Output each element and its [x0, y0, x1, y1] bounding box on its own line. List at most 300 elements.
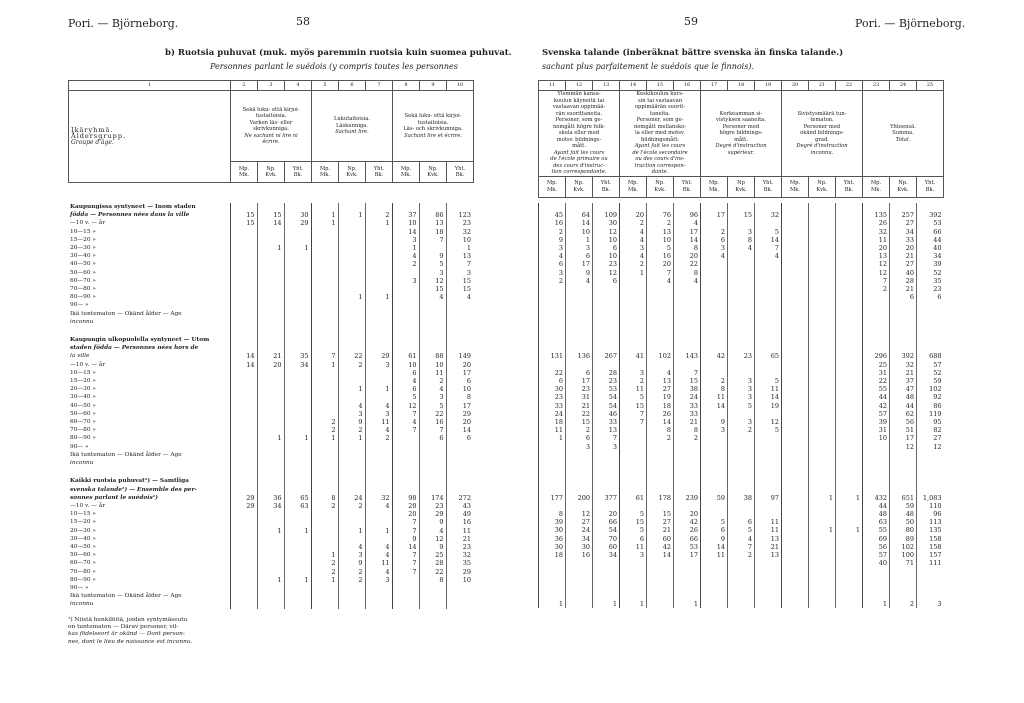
- subheader-line: Np.: [266, 165, 276, 172]
- g-line: okänd bildnings-: [800, 130, 844, 136]
- table-cell: [566, 285, 593, 293]
- table-row: [68, 510, 473, 518]
- table-cell: [446, 451, 473, 459]
- table-cell: [890, 326, 917, 336]
- table-cell: 5: [755, 228, 782, 236]
- table-cell: 24: [674, 393, 701, 401]
- table-cell: 8: [446, 393, 473, 401]
- table-cell: 22: [674, 260, 701, 268]
- table-cell: [446, 203, 473, 211]
- table-cell: [257, 385, 284, 393]
- table-cell: 20: [392, 510, 419, 518]
- table-cell: 41: [620, 352, 647, 360]
- table-cell: [365, 459, 392, 467]
- table-row: [539, 485, 944, 493]
- table-cell: 34: [593, 551, 620, 559]
- table-cell: [755, 600, 782, 608]
- table-cell: 44: [890, 402, 917, 410]
- table-cell: 20: [593, 510, 620, 518]
- table-cell: [257, 377, 284, 385]
- table-cell: 44: [863, 502, 890, 510]
- table-cell: [257, 535, 284, 543]
- table-cell: 4: [365, 543, 392, 551]
- table-cell: 3: [701, 426, 728, 434]
- table-cell: 7: [647, 269, 674, 277]
- table-cell: [755, 310, 782, 318]
- table-cell: [230, 518, 257, 526]
- table-cell: [836, 443, 863, 451]
- table-cell: 3: [566, 443, 593, 451]
- table-cell: 40: [890, 269, 917, 277]
- table-cell: [257, 310, 284, 318]
- table-cell: [446, 318, 473, 326]
- table-cell: 33: [890, 236, 917, 244]
- table-cell: 13: [647, 377, 674, 385]
- table-cell: 5: [755, 426, 782, 434]
- table-cell: [230, 244, 257, 252]
- right-colno: 20: [782, 81, 809, 91]
- row-label: 20—30 »: [70, 386, 96, 393]
- row-label: 15—20 »: [70, 236, 96, 243]
- table-cell: 11: [365, 418, 392, 426]
- table-cell: [284, 510, 311, 518]
- table-cell: [230, 326, 257, 336]
- table-cell: [620, 293, 647, 301]
- table-cell: [446, 486, 473, 494]
- table-cell: 1: [284, 244, 311, 252]
- subheader-line: Kvk.: [427, 172, 439, 178]
- table-cell: [539, 592, 566, 600]
- table-cell: [647, 203, 674, 211]
- table-cell: [257, 269, 284, 277]
- row-label: Ikä tuntematon — Okänd ålder — Age: [70, 593, 182, 600]
- table-row: [539, 543, 944, 551]
- row-label: födda — Personnes nées dans la ville: [70, 212, 190, 219]
- left-page-number: 58: [296, 15, 310, 28]
- table-cell: 48: [863, 510, 890, 518]
- right-colno: 22: [836, 81, 863, 91]
- table-cell: [917, 336, 944, 344]
- table-cell: [809, 418, 836, 426]
- table-cell: [755, 293, 782, 301]
- table-cell: [782, 244, 809, 252]
- table-cell: 1: [392, 244, 419, 252]
- table-cell: [782, 236, 809, 244]
- table-cell: 39: [863, 418, 890, 426]
- table-cell: [836, 301, 863, 309]
- table-cell: 8: [674, 244, 701, 252]
- table-cell: 21: [890, 369, 917, 377]
- table-cell: 21: [257, 352, 284, 360]
- table-cell: [338, 326, 365, 336]
- g-line: Personer, som ge-: [555, 117, 603, 123]
- table-cell: 1: [338, 293, 365, 301]
- table-cell: [647, 326, 674, 336]
- subheader-line: Kvk.: [897, 186, 909, 193]
- table-row: [539, 336, 944, 344]
- left-colno: 3: [258, 81, 285, 91]
- table-cell: [338, 252, 365, 260]
- table-cell: [836, 426, 863, 434]
- table-cell: [257, 443, 284, 451]
- subheader-line: Yht.: [843, 180, 855, 186]
- table-cell: [836, 434, 863, 442]
- table-cell: 17: [566, 377, 593, 385]
- g-line: grad.: [815, 136, 829, 143]
- table-cell: 34: [917, 252, 944, 260]
- table-cell: [284, 551, 311, 559]
- table-cell: [782, 344, 809, 352]
- table-cell: [674, 592, 701, 600]
- table-cell: [755, 260, 782, 268]
- table-cell: [836, 361, 863, 369]
- table-cell: [257, 301, 284, 309]
- subheader-cell: [285, 162, 312, 183]
- table-cell: [890, 336, 917, 344]
- table-cell: [728, 318, 755, 326]
- table-cell: 44: [863, 393, 890, 401]
- table-row: [539, 236, 944, 244]
- table-cell: [728, 326, 755, 336]
- table-cell: [311, 477, 338, 485]
- table-cell: [230, 301, 257, 309]
- table-cell: [809, 559, 836, 567]
- table-cell: 14: [257, 219, 284, 227]
- subheader-line: Mk.: [627, 186, 639, 193]
- table-cell: [593, 451, 620, 459]
- row-label: 50—60 »: [70, 410, 96, 417]
- table-cell: 21: [755, 543, 782, 551]
- table-cell: [338, 477, 365, 485]
- subheader-line: Yht.: [924, 180, 936, 186]
- table-cell: [230, 535, 257, 543]
- table-row: [68, 551, 473, 559]
- table-cell: [419, 203, 446, 211]
- table-cell: [809, 535, 836, 543]
- table-cell: [836, 543, 863, 551]
- table-cell: 28: [419, 559, 446, 567]
- table-row: [68, 418, 473, 426]
- g-line: oppimäärän suorit-: [634, 104, 686, 110]
- table-cell: [890, 485, 917, 493]
- table-cell: [338, 459, 365, 467]
- table-cell: [809, 285, 836, 293]
- table-cell: [890, 310, 917, 318]
- table-cell: 6: [890, 293, 917, 301]
- table-cell: [566, 459, 593, 467]
- table-cell: 2: [419, 377, 446, 385]
- fn-line: nes, dont le lieu de naissance est inconnu.: [68, 638, 193, 645]
- table-cell: [809, 518, 836, 526]
- table-cell: 34: [257, 502, 284, 510]
- table-cell: 65: [755, 352, 782, 360]
- row-label: 60—70 »: [70, 419, 96, 426]
- table-cell: [674, 584, 701, 592]
- table-cell: [809, 326, 836, 336]
- table-cell: [782, 285, 809, 293]
- table-cell: [728, 269, 755, 277]
- right-colno: 21: [809, 81, 836, 91]
- g-line: motsv. bildnings-: [556, 136, 602, 143]
- table-cell: [311, 277, 338, 285]
- table-cell: 11: [365, 559, 392, 567]
- table-cell: [620, 443, 647, 451]
- row-label: 90— »: [70, 302, 89, 309]
- table-cell: 80: [890, 526, 917, 534]
- table-cell: 6: [419, 434, 446, 442]
- table-cell: 29: [446, 410, 473, 418]
- table-cell: [782, 377, 809, 385]
- table-cell: [863, 293, 890, 301]
- table-cell: [230, 285, 257, 293]
- table-row: [68, 285, 473, 293]
- table-cell: [755, 467, 782, 477]
- table-cell: [230, 377, 257, 385]
- table-cell: [674, 567, 701, 575]
- table-cell: 89: [890, 535, 917, 543]
- table-row: [539, 418, 944, 426]
- table-row: [68, 310, 473, 318]
- table-cell: [257, 518, 284, 526]
- table-cell: [755, 410, 782, 418]
- subheader-cell: [566, 176, 593, 197]
- table-cell: [257, 277, 284, 285]
- table-cell: 2: [539, 277, 566, 285]
- table-cell: [836, 228, 863, 236]
- table-cell: [863, 451, 890, 459]
- table-cell: [647, 443, 674, 451]
- right-table-title: Svenska talande (inberäknat bättre svenska än finska talande.): [542, 48, 844, 58]
- subheader-line: Bk.: [682, 186, 692, 193]
- table-cell: 46: [593, 410, 620, 418]
- table-row: [68, 535, 473, 543]
- table-cell: [755, 318, 782, 326]
- table-cell: [728, 600, 755, 608]
- table-cell: [836, 567, 863, 575]
- table-cell: [836, 269, 863, 277]
- table-cell: 52: [917, 269, 944, 277]
- left-table-title: b) Ruotsia puhuvat (muk. myös paremmin ruotsia kuin suomea puhuvat.: [165, 48, 512, 58]
- table-cell: 33: [593, 418, 620, 426]
- table-cell: [782, 352, 809, 360]
- table-cell: 7: [419, 426, 446, 434]
- table-row: [539, 361, 944, 369]
- table-cell: 14: [647, 551, 674, 559]
- table-cell: 3: [620, 369, 647, 377]
- subheader-line: Kvk.: [816, 186, 828, 193]
- table-cell: [782, 576, 809, 584]
- table-cell: [890, 576, 917, 584]
- table-cell: [311, 326, 338, 336]
- right-colno: 12: [566, 81, 593, 91]
- subheader-line: Bk.: [601, 186, 611, 193]
- table-cell: [365, 592, 392, 600]
- table-cell: 15: [446, 285, 473, 293]
- table-cell: [620, 502, 647, 510]
- row-label: Kaupungissa syntyneet — Inom staden: [70, 204, 196, 210]
- table-cell: [284, 285, 311, 293]
- table-cell: 1: [674, 600, 701, 608]
- table-cell: [809, 477, 836, 485]
- subheader-line: Mk.: [789, 186, 801, 193]
- row-label: 90— »: [70, 584, 89, 591]
- table-row: [539, 301, 944, 309]
- table-cell: [539, 485, 566, 493]
- table-cell: [809, 203, 836, 211]
- table-cell: 239: [674, 494, 701, 502]
- table-cell: 23: [593, 260, 620, 268]
- table-cell: [365, 236, 392, 244]
- table-cell: [809, 402, 836, 410]
- table-cell: 392: [917, 211, 944, 219]
- table-cell: 15: [257, 211, 284, 219]
- table-cell: 24: [566, 526, 593, 534]
- table-row: [68, 269, 473, 277]
- table-cell: [566, 310, 593, 318]
- table-cell: 59: [917, 377, 944, 385]
- table-cell: [728, 344, 755, 352]
- table-cell: 1: [311, 211, 338, 219]
- table-cell: 123: [446, 211, 473, 219]
- table-cell: 45: [539, 211, 566, 219]
- table-cell: [674, 559, 701, 567]
- stub-fi: Ikäryhmä.: [71, 125, 114, 134]
- table-cell: 92: [917, 393, 944, 401]
- table-cell: [755, 451, 782, 459]
- table-cell: 18: [647, 402, 674, 410]
- table-cell: [419, 244, 446, 252]
- table-cell: 6: [701, 526, 728, 534]
- g-line: Varken läs- eller: [249, 119, 293, 126]
- table-cell: 5: [647, 244, 674, 252]
- table-cell: [365, 443, 392, 451]
- table-cell: [311, 451, 338, 459]
- table-cell: 1: [620, 600, 647, 608]
- table-cell: [593, 502, 620, 510]
- table-cell: [836, 219, 863, 227]
- table-cell: [836, 352, 863, 360]
- table-cell: 8: [674, 269, 701, 277]
- table-cell: 2: [311, 559, 338, 567]
- subheader-line: Mp.: [627, 180, 639, 186]
- table-cell: 21: [674, 418, 701, 426]
- table-cell: 109: [593, 211, 620, 219]
- table-cell: [674, 361, 701, 369]
- table-cell: [593, 326, 620, 336]
- table-cell: [647, 336, 674, 344]
- table-cell: [566, 301, 593, 309]
- table-cell: [365, 486, 392, 494]
- subheader-cell: [836, 176, 863, 197]
- g-line: Personer med: [722, 123, 760, 130]
- table-cell: [257, 592, 284, 600]
- table-cell: 1: [338, 211, 365, 219]
- table-cell: [836, 236, 863, 244]
- table-row: [539, 434, 944, 442]
- table-row: [539, 352, 944, 360]
- table-cell: [446, 310, 473, 318]
- table-cell: [230, 236, 257, 244]
- table-cell: 1: [809, 526, 836, 534]
- table-cell: [674, 301, 701, 309]
- table-cell: [863, 567, 890, 575]
- table-cell: 1: [284, 434, 311, 442]
- table-cell: [566, 559, 593, 567]
- table-cell: [392, 269, 419, 277]
- subheader-cell: [447, 162, 474, 183]
- right-colno: 14: [620, 81, 647, 91]
- table-cell: [419, 486, 446, 494]
- table-cell: [863, 459, 890, 467]
- table-cell: 35: [284, 352, 311, 360]
- subheader-line: Kvk.: [735, 186, 747, 193]
- subheader-cell: [755, 176, 782, 197]
- table-cell: [311, 244, 338, 252]
- table-cell: [593, 576, 620, 584]
- table-cell: [782, 451, 809, 459]
- table-cell: 51: [890, 426, 917, 434]
- table-row: [68, 584, 473, 592]
- table-cell: [593, 361, 620, 369]
- table-cell: 26: [647, 410, 674, 418]
- table-row: [68, 260, 473, 268]
- table-cell: 22: [863, 377, 890, 385]
- table-cell: 17: [446, 402, 473, 410]
- table-cell: 30: [539, 385, 566, 393]
- row-label: 15—20 »: [70, 378, 96, 385]
- table-cell: [809, 393, 836, 401]
- table-row: [539, 269, 944, 277]
- table-cell: [782, 502, 809, 510]
- table-cell: 20: [620, 211, 647, 219]
- table-cell: [230, 410, 257, 418]
- table-cell: [284, 410, 311, 418]
- table-cell: [593, 301, 620, 309]
- table-cell: 6: [593, 277, 620, 285]
- table-cell: 119: [917, 410, 944, 418]
- table-row: [68, 592, 473, 600]
- table-cell: [284, 203, 311, 211]
- table-cell: [311, 228, 338, 236]
- table-cell: [230, 402, 257, 410]
- table-cell: 1: [539, 434, 566, 442]
- table-cell: 8: [311, 494, 338, 502]
- table-row: [539, 277, 944, 285]
- table-cell: 158: [917, 535, 944, 543]
- table-cell: [701, 443, 728, 451]
- table-cell: [284, 426, 311, 434]
- subheader-line: Yht.: [292, 165, 304, 172]
- table-cell: [809, 318, 836, 326]
- table-cell: [539, 477, 566, 485]
- right-colno: 25: [917, 81, 944, 91]
- table-cell: 32: [755, 211, 782, 219]
- subheader-line: Np: [737, 180, 745, 186]
- table-cell: [809, 310, 836, 318]
- table-cell: 10: [863, 434, 890, 442]
- table-cell: [782, 559, 809, 567]
- table-row: [68, 236, 473, 244]
- table-row: [539, 385, 944, 393]
- table-cell: [284, 252, 311, 260]
- table-cell: [419, 584, 446, 592]
- table-cell: [284, 459, 311, 467]
- table-cell: [728, 277, 755, 285]
- table-row: [539, 203, 944, 211]
- table-cell: 15: [620, 402, 647, 410]
- row-label: 40—50 »: [70, 543, 96, 550]
- table-cell: 178: [647, 494, 674, 502]
